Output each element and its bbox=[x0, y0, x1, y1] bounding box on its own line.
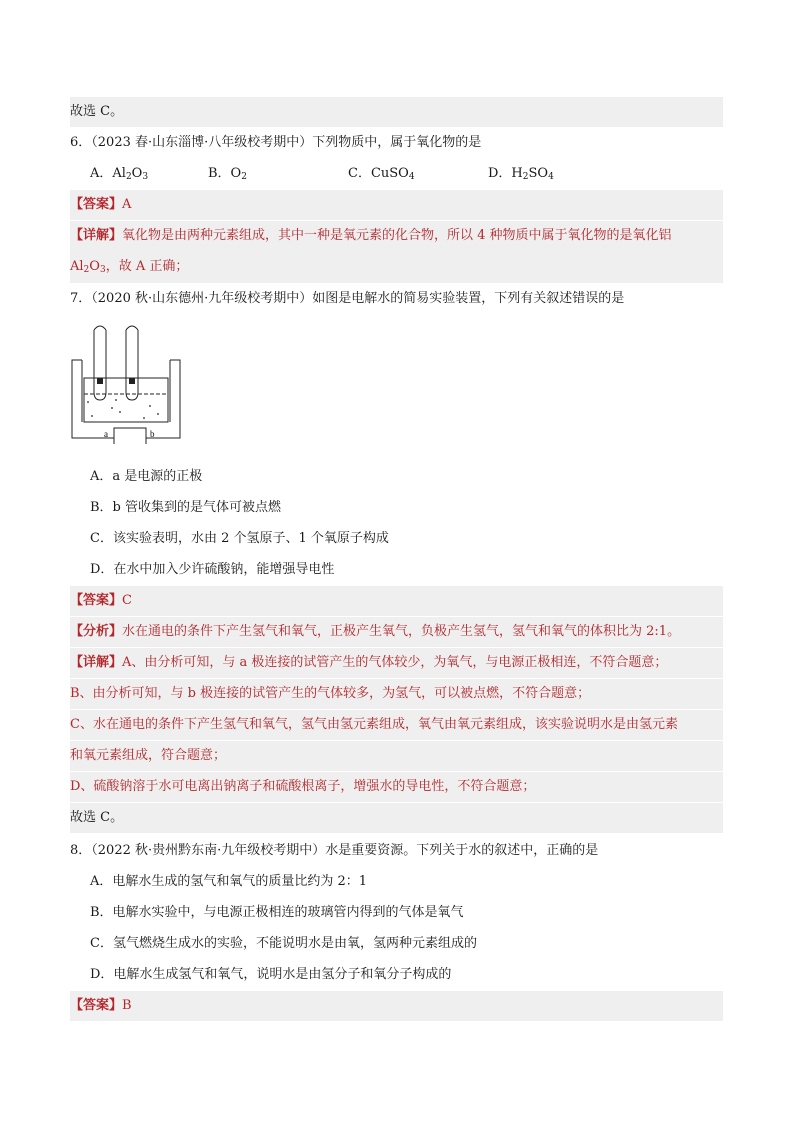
question-7-detail-d: D、硫酸钠溶于水可电离出钠离子和硫酸根离子，增强水的导电性，不符合题意； bbox=[70, 772, 723, 802]
conclusion-text: 故选 C。 bbox=[70, 104, 124, 119]
question-8-option-d: D．电解水生成氢气和氧气，说明水是由氢分子和氧分子构成的 bbox=[90, 967, 452, 982]
question-6-stem: 6．（2023 春·山东淄博·八年级校考期中）下列物质中，属于氧化物的是 bbox=[70, 135, 482, 150]
question-7-conclusion: 故选 C。 bbox=[70, 803, 723, 833]
question-6-options bbox=[90, 159, 723, 189]
question-6-detail bbox=[70, 221, 723, 283]
answer-label: 【答案】 bbox=[70, 197, 123, 212]
question-8-stem: 8．（2022 秋·贵州黔东南·九年级校考期中）水是重要资源。下列关于水的叙述中，正确的是 bbox=[70, 843, 599, 858]
question-7-answer: 【答案】C bbox=[70, 586, 723, 616]
option-b: B．$O_2$ bbox=[208, 166, 247, 182]
detail-text-line2: $Al_2O_3$，故 A 正确； bbox=[70, 259, 189, 275]
question-7-analysis: 【分析】水在通电的条件下产生氢气和氧气，正极产生氧气，负极产生氢气，氢气和氧气的体积比为 2:1。 bbox=[70, 617, 723, 647]
question-6 bbox=[70, 128, 723, 158]
answer-value: A bbox=[122, 197, 132, 212]
electrolysis-apparatus-figure bbox=[70, 320, 182, 444]
question-8-option-a: A．电解水生成的氢气和氧气的质量比约为 2：1 bbox=[90, 874, 368, 889]
question-8-option-b: B．电解水实验中，与电源正极相连的玻璃管内得到的气体是氧气 bbox=[90, 905, 464, 920]
question-7-detail-c2: 和氧元素组成，符合题意； bbox=[70, 741, 723, 771]
option-c: C．CuSO$_4$ bbox=[348, 166, 415, 182]
question-8-answer: 【答案】B bbox=[70, 991, 723, 1021]
question-8-option-c: C．氢气燃烧生成水的实验，不能说明水是由氧，氢两种元素组成的 bbox=[90, 936, 477, 951]
option-a: A．$Al_2O_3$ bbox=[90, 166, 149, 182]
question-7-detail-c1: C、水在通电的条件下产生氢气和氧气，氢气由氢元素组成，氧气由氧元素组成，该实验说明水是由氢元素 bbox=[70, 710, 723, 740]
detail-label: 【详解】 bbox=[70, 228, 123, 243]
question-7-detail-a: 【详解】A、由分析可知，与 a 极连接的试管产生的气体较少，为氧气，与电源正极相连，不符合题意； bbox=[70, 648, 723, 678]
conclusion-line bbox=[70, 97, 723, 127]
option-d: D．$H_2SO_4$ bbox=[488, 166, 554, 182]
question-7-option-d: D．在水中加入少许硫酸钠，能增强导电性 bbox=[90, 562, 335, 577]
question-7-option-a: A．a 是电源的正极 bbox=[90, 469, 203, 484]
fig-label-a: a bbox=[104, 429, 108, 439]
question-7-stem: 7．（2020 秋·山东德州·九年级校考期中）如图是电解水的简易实验装置，下列有关叙述错误的是 bbox=[70, 291, 625, 306]
question-7-option-c: C．该实验表明，水由 2 个氢原子、1 个氧原子构成 bbox=[90, 531, 389, 546]
question-7 bbox=[70, 284, 723, 314]
fig-label-b: b bbox=[150, 429, 155, 439]
question-8 bbox=[70, 836, 723, 866]
detail-text: 氧化物是由两种元素组成，其中一种是氧元素的化合物，所以 4 种物质中属于氧化物的是氧化铝 bbox=[122, 228, 672, 243]
question-6-answer bbox=[70, 190, 723, 220]
question-7-detail-b: B、由分析可知，与 b 极连接的试管产生的气体较多，为氢气，可以被点燃，不符合题意； bbox=[70, 679, 723, 709]
question-7-option-b: B．b 管收集到的是气体可被点燃 bbox=[90, 500, 282, 515]
